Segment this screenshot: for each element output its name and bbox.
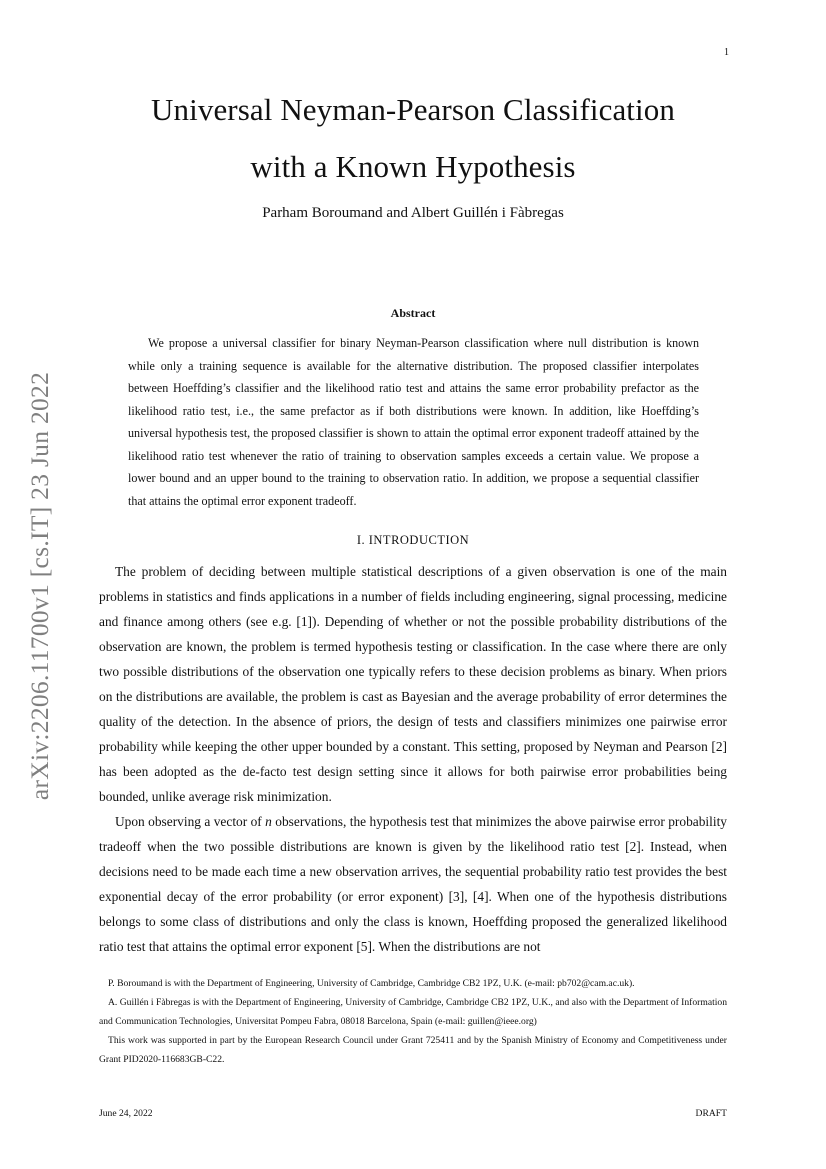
introduction-body [99,559,727,959]
section-title-initial: I [368,533,374,547]
paper-title-line-2: with a Known Hypothesis [250,149,576,184]
footnote-author-2: A. Guillén i Fàbregas is with the Department of Engineering, University of Cambridge, Cambridge CB2 1PZ, U.K., and also with the Department of Information and Communication Technologies, Universitat Pompeu Fabra, 08018 Barcelona, Spain (e-mail: guillen@ieee.org) [99,997,727,1027]
footer-date: June 24, 2022 [99,1108,153,1119]
abstract-body: We propose a universal classifier for binary Neyman-Pearson classification where null distribution is known while only a training sequence is available for the alternative distribution. The proposed classifier interpolates between Hoeffding’s classifier and the likelihood ratio test and attains the same error probability prefactor as the likelihood ratio test, i.e., the same prefactor as if both distributions were known. In addition, like Hoeffding’s universal hypothesis test, the proposed classifier is shown to attain the optimal error exponent tradeoff attained by the likelihood ratio test whenever the ratio of training to observation samples exceeds a certain value. We propose a lower bound and an upper bound to the training to observation ratio. In addition, we propose a sequential classifier that attains the optimal error exponent tradeoff. [128,336,699,508]
page-number: 1 [724,47,729,58]
abstract-heading: Abstract [390,306,436,320]
paper-authors: Parham Boroumand and Albert Guillén i Fàbregas [262,205,564,221]
intro-paragraph-1: The problem of deciding between multiple statistical descriptions of a given observation is one of the main problems in statistics and finds applications in a number of fields including engineering, signal processing, medicine and finance among others (see e.g. [1]). Depending of whether or not the possible probability distributions of the observation are known, the problem is termed hypothesis testing or classification. In the case where there are only two possible distributions of the observation one typically refers to these decision problems as binary. When priors on the distributions are available, the problem is cast as Bayesian and the average probability of error determines the quality of the detection. In the absence of priors, the design of tests and classifiers minimizes one pairwise error probability while keeping the other upper bounded by a constant. This setting, proposed by Neyman and Pearson [2] has been adopted as the de-facto test design setting since it allows for both pairwise error probabilities being bounded, unlike average risk minimization. [99,564,727,804]
section-heading-introduction [0,533,826,548]
footnote-author-1: P. Boroumand is with the Department of Engineering, University of Cambridge, Cambridge CB2 1PZ, U.K. (e-mail: pb702@cam.ac.uk). [108,978,635,989]
intro-paragraph-2 [99,809,727,959]
para2-text-after: observations, the hypothesis test that minimizes the above pairwise error probability tradeoff when the two possible distributions are known is given by the likelihood ratio test [2]. Instead, when decisions need to be made each time a new observation arrives, the sequential probability ratio test provides the best exponential decay of the error probability (or error exponent) [3], [4]. When one of the hypothesis distributions belongs to some class of distributions and only the class is known, Hoeffding proposed the generalized likelihood ratio test that attains the optimal error exponent [5]. When the distributions are not [99,814,727,954]
arxiv-identifier-stamp: arXiv:2206.11700v1 [cs.IT] 23 Jun 2022 [25,371,54,801]
section-number: I. [356,533,369,547]
footnotes [99,974,727,1069]
footer-draft-label: DRAFT [695,1108,727,1119]
footnote-funding: This work was supported in part by the European Research Council under Grant 725411 and by the Spanish Ministry of Economy and Competitiveness under Grant PID2020-116683GB-C22. [99,1035,727,1065]
math-variable-n: n [265,814,272,829]
para2-text-before: Upon observing a vector of [115,814,266,829]
paper-title-line-1: Universal Neyman-Pearson Classification [151,92,675,127]
section-title-rest: NTRODUCTION [373,533,470,547]
